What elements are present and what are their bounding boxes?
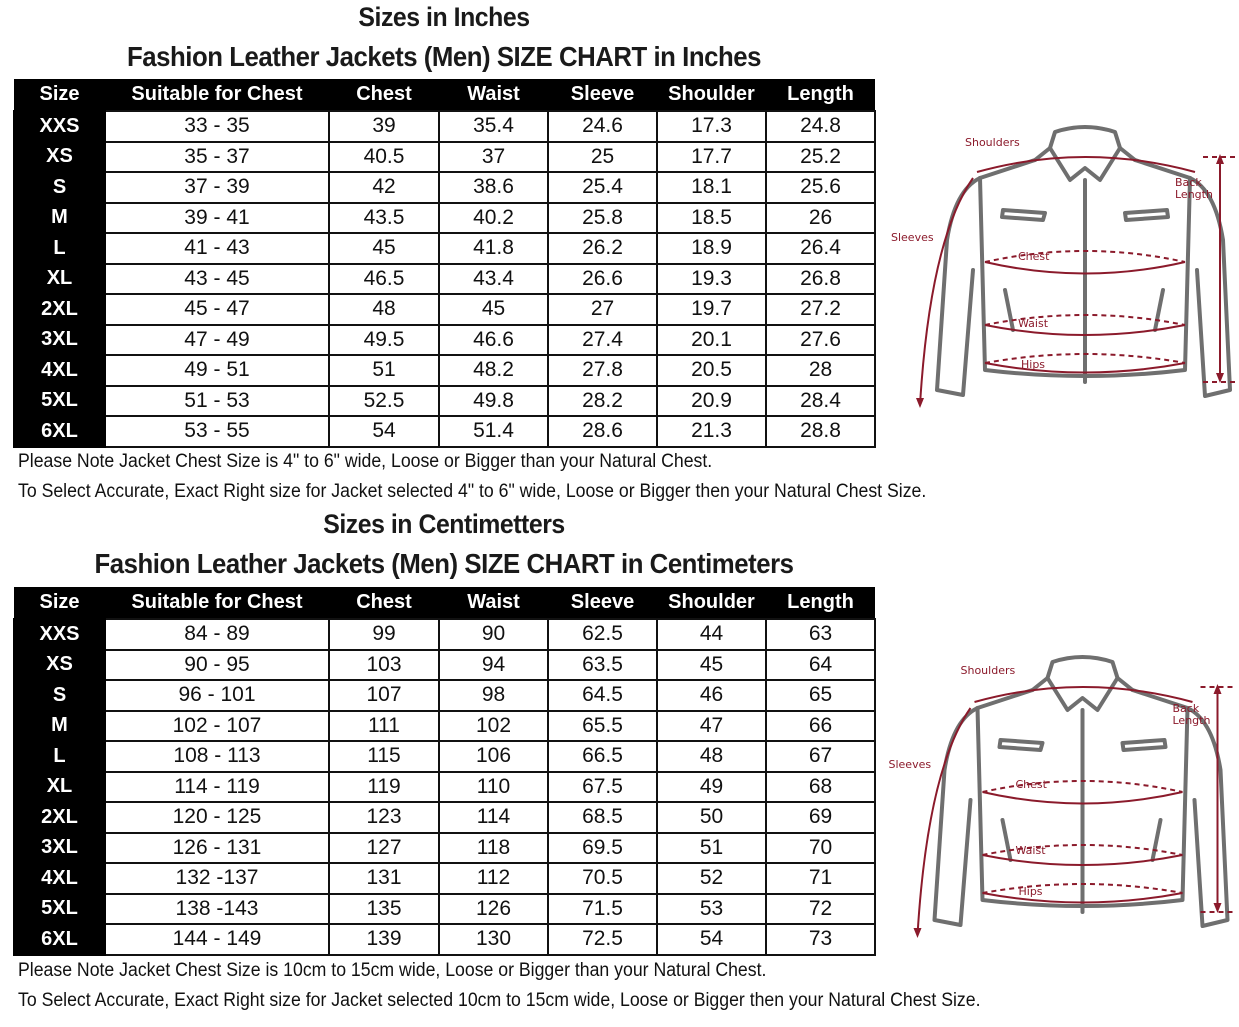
cell-shoulder: 47 <box>657 711 766 742</box>
cell-suitable-chest: 108 - 113 <box>105 741 329 772</box>
cell-size: M <box>14 203 105 234</box>
cell-waist: 130 <box>439 924 548 955</box>
label-length: Length <box>1175 188 1213 201</box>
label-chest: Chest <box>1015 778 1047 791</box>
cell-shoulder: 48 <box>657 741 766 772</box>
cell-waist: 38.6 <box>439 172 548 203</box>
cell-sleeve: 24.6 <box>548 111 657 142</box>
cell-waist: 41.8 <box>439 233 548 264</box>
table-row <box>14 111 875 142</box>
label-hips: Hips <box>1018 885 1043 898</box>
cell-waist: 94 <box>439 650 548 681</box>
cell-sleeve: 62.5 <box>548 619 657 650</box>
cell-size: L <box>14 741 105 772</box>
cell-sleeve: 27.8 <box>548 355 657 386</box>
cell-size: M <box>14 711 105 742</box>
cell-shoulder: 18.5 <box>657 203 766 234</box>
cell-sleeve: 68.5 <box>548 802 657 833</box>
cell-length: 65 <box>766 680 875 711</box>
cell-shoulder: 49 <box>657 772 766 803</box>
cell-suitable-chest: 138 -143 <box>105 894 329 925</box>
cell-suitable-chest: 84 - 89 <box>105 619 329 650</box>
cell-waist: 49.8 <box>439 386 548 417</box>
cell-suitable-chest: 49 - 51 <box>105 355 329 386</box>
cell-suitable-chest: 33 - 35 <box>105 111 329 142</box>
cell-suitable-chest: 39 - 41 <box>105 203 329 234</box>
cell-size: XXS <box>14 111 105 142</box>
cell-chest: 42 <box>329 172 439 203</box>
cell-length: 26 <box>766 203 875 234</box>
cell-waist: 43.4 <box>439 264 548 295</box>
cell-suitable-chest: 102 - 107 <box>105 711 329 742</box>
cell-length: 67 <box>766 741 875 772</box>
cell-shoulder: 18.1 <box>657 172 766 203</box>
label-chest: Chest <box>1018 250 1050 263</box>
jacket-measurement-diagram-cm <box>880 650 1235 945</box>
cell-length: 28.8 <box>766 416 875 447</box>
cell-waist: 51.4 <box>439 416 548 447</box>
cell-chest: 139 <box>329 924 439 955</box>
cell-length: 70 <box>766 833 875 864</box>
cell-length: 27.2 <box>766 294 875 325</box>
cell-waist: 45 <box>439 294 548 325</box>
cell-sleeve: 25.4 <box>548 172 657 203</box>
cm-heading: Sizes in Centimetters <box>323 509 565 539</box>
cell-suitable-chest: 43 - 45 <box>105 264 329 295</box>
cell-sleeve: 70.5 <box>548 863 657 894</box>
cell-shoulder: 51 <box>657 833 766 864</box>
cell-waist: 35.4 <box>439 111 548 142</box>
column-header-chest: Chest <box>329 587 439 619</box>
cell-waist: 106 <box>439 741 548 772</box>
cell-chest: 45 <box>329 233 439 264</box>
cell-chest: 49.5 <box>329 325 439 356</box>
table-row <box>14 294 875 325</box>
cell-waist: 102 <box>439 711 548 742</box>
cell-size: L <box>14 233 105 264</box>
cell-length: 68 <box>766 772 875 803</box>
table-row <box>14 416 875 447</box>
cell-sleeve: 65.5 <box>548 711 657 742</box>
cell-length: 28 <box>766 355 875 386</box>
cell-chest: 123 <box>329 802 439 833</box>
cell-suitable-chest: 35 - 37 <box>105 142 329 173</box>
cell-shoulder: 18.9 <box>657 233 766 264</box>
cell-sleeve: 27.4 <box>548 325 657 356</box>
cell-shoulder: 20.1 <box>657 325 766 356</box>
cell-chest: 40.5 <box>329 142 439 173</box>
cell-shoulder: 44 <box>657 619 766 650</box>
cell-shoulder: 50 <box>657 802 766 833</box>
table-row <box>14 772 875 803</box>
table-header-row <box>14 587 875 619</box>
cell-waist: 98 <box>439 680 548 711</box>
cell-size: 3XL <box>14 325 105 356</box>
cell-shoulder: 54 <box>657 924 766 955</box>
cell-size: XS <box>14 142 105 173</box>
table-row <box>14 650 875 681</box>
table-row <box>14 355 875 386</box>
cell-suitable-chest: 114 - 119 <box>105 772 329 803</box>
cell-size: S <box>14 172 105 203</box>
cell-sleeve: 64.5 <box>548 680 657 711</box>
cell-shoulder: 19.3 <box>657 264 766 295</box>
cell-sleeve: 25 <box>548 142 657 173</box>
cell-waist: 37 <box>439 142 548 173</box>
cm-note-1: Please Note Jacket Chest Size is 10cm to 15cm wide, Loose or Bigger than your Natural Chest. <box>18 960 767 981</box>
table-row <box>14 619 875 650</box>
cell-size: 6XL <box>14 924 105 955</box>
cell-chest: 127 <box>329 833 439 864</box>
cell-length: 73 <box>766 924 875 955</box>
column-header-sleeve: Sleeve <box>548 587 657 619</box>
jacket-measurement-diagram-inches <box>885 120 1235 415</box>
cell-shoulder: 21.3 <box>657 416 766 447</box>
inches-note-2: To Select Accurate, Exact Right size for Jacket selected 4" to 6" wide, Loose or Bigger then your Natural Chest Size. <box>18 481 927 502</box>
cell-size: 4XL <box>14 355 105 386</box>
cell-size: XL <box>14 264 105 295</box>
label-waist: Waist <box>1015 844 1046 857</box>
table-row <box>14 924 875 955</box>
cell-shoulder: 20.9 <box>657 386 766 417</box>
table-row <box>14 833 875 864</box>
cell-suitable-chest: 47 - 49 <box>105 325 329 356</box>
label-shoulders: Shoulders <box>960 664 1016 677</box>
cell-chest: 111 <box>329 711 439 742</box>
cell-length: 27.6 <box>766 325 875 356</box>
cell-sleeve: 26.6 <box>548 264 657 295</box>
table-row <box>14 711 875 742</box>
table-row <box>14 680 875 711</box>
cell-suitable-chest: 120 - 125 <box>105 802 329 833</box>
table-row <box>14 172 875 203</box>
cell-waist: 112 <box>439 863 548 894</box>
cell-chest: 103 <box>329 650 439 681</box>
cell-length: 24.8 <box>766 111 875 142</box>
table-row <box>14 142 875 173</box>
cell-chest: 54 <box>329 416 439 447</box>
cell-sleeve: 67.5 <box>548 772 657 803</box>
label-hips: Hips <box>1021 358 1046 371</box>
column-header-shoulder: Shoulder <box>657 79 766 111</box>
cell-suitable-chest: 37 - 39 <box>105 172 329 203</box>
table-row <box>14 894 875 925</box>
cell-shoulder: 17.7 <box>657 142 766 173</box>
cell-shoulder: 52 <box>657 863 766 894</box>
cell-length: 26.8 <box>766 264 875 295</box>
cell-waist: 46.6 <box>439 325 548 356</box>
cell-waist: 110 <box>439 772 548 803</box>
cell-chest: 52.5 <box>329 386 439 417</box>
cell-sleeve: 69.5 <box>548 833 657 864</box>
label-waist: Waist <box>1018 317 1049 330</box>
cell-size: 2XL <box>14 802 105 833</box>
cell-length: 28.4 <box>766 386 875 417</box>
cell-chest: 119 <box>329 772 439 803</box>
cell-length: 25.2 <box>766 142 875 173</box>
label-sleeves: Sleeves <box>891 231 934 244</box>
cell-size: XXS <box>14 619 105 650</box>
label-back: Back <box>1175 176 1202 189</box>
column-header-waist: Waist <box>439 79 548 111</box>
cell-length: 64 <box>766 650 875 681</box>
table-row <box>14 264 875 295</box>
cell-waist: 90 <box>439 619 548 650</box>
cell-length: 71 <box>766 863 875 894</box>
column-header-length: Length <box>766 587 875 619</box>
cell-suitable-chest: 51 - 53 <box>105 386 329 417</box>
cell-length: 63 <box>766 619 875 650</box>
column-header-size: Size <box>14 79 105 111</box>
cell-suitable-chest: 132 -137 <box>105 863 329 894</box>
cell-shoulder: 19.7 <box>657 294 766 325</box>
jacket-sketch-icon <box>880 650 1235 945</box>
cell-chest: 135 <box>329 894 439 925</box>
cell-chest: 99 <box>329 619 439 650</box>
cell-shoulder: 17.3 <box>657 111 766 142</box>
label-length: Length <box>1172 714 1211 727</box>
table-row <box>14 203 875 234</box>
cell-chest: 46.5 <box>329 264 439 295</box>
table-row <box>14 741 875 772</box>
cell-suitable-chest: 45 - 47 <box>105 294 329 325</box>
cell-sleeve: 72.5 <box>548 924 657 955</box>
cell-length: 26.4 <box>766 233 875 264</box>
cell-size: XL <box>14 772 105 803</box>
cell-size: 5XL <box>14 894 105 925</box>
cell-sleeve: 63.5 <box>548 650 657 681</box>
cell-waist: 48.2 <box>439 355 548 386</box>
cell-length: 25.6 <box>766 172 875 203</box>
table-row <box>14 802 875 833</box>
table-header-row <box>14 79 875 111</box>
cell-sleeve: 26.2 <box>548 233 657 264</box>
cm-size-table <box>13 587 876 956</box>
cell-waist: 118 <box>439 833 548 864</box>
cell-size: XS <box>14 650 105 681</box>
inches-heading: Sizes in Inches <box>358 2 530 32</box>
cell-size: 5XL <box>14 386 105 417</box>
cell-shoulder: 53 <box>657 894 766 925</box>
inches-chart-title: Fashion Leather Jackets (Men) SIZE CHART in Inches <box>126 41 762 72</box>
cell-waist: 126 <box>439 894 548 925</box>
cell-sleeve: 28.2 <box>548 386 657 417</box>
column-header-chest: Chest <box>329 79 439 111</box>
column-header-length: Length <box>766 79 875 111</box>
label-shoulders: Shoulders <box>965 136 1020 149</box>
cell-size: 2XL <box>14 294 105 325</box>
cell-size: 4XL <box>14 863 105 894</box>
cell-suitable-chest: 53 - 55 <box>105 416 329 447</box>
cell-suitable-chest: 96 - 101 <box>105 680 329 711</box>
cell-shoulder: 45 <box>657 650 766 681</box>
table-row <box>14 325 875 356</box>
cell-suitable-chest: 144 - 149 <box>105 924 329 955</box>
cell-suitable-chest: 126 - 131 <box>105 833 329 864</box>
cell-size: S <box>14 680 105 711</box>
cell-sleeve: 25.8 <box>548 203 657 234</box>
jacket-sketch-icon <box>885 120 1235 415</box>
cell-waist: 114 <box>439 802 548 833</box>
table-row <box>14 386 875 417</box>
cell-sleeve: 28.6 <box>548 416 657 447</box>
cell-suitable-chest: 90 - 95 <box>105 650 329 681</box>
cell-shoulder: 20.5 <box>657 355 766 386</box>
cell-chest: 107 <box>329 680 439 711</box>
label-sleeves: Sleeves <box>888 758 932 771</box>
inches-size-table <box>13 79 876 448</box>
cell-sleeve: 66.5 <box>548 741 657 772</box>
label-back: Back <box>1172 702 1200 715</box>
cell-chest: 51 <box>329 355 439 386</box>
cm-note-2: To Select Accurate, Exact Right size for Jacket selected 10cm to 15cm wide, Loose or Bigger then your Natural Chest Size. <box>18 990 981 1011</box>
cell-length: 69 <box>766 802 875 833</box>
cell-chest: 39 <box>329 111 439 142</box>
cell-size: 6XL <box>14 416 105 447</box>
cell-sleeve: 71.5 <box>548 894 657 925</box>
column-header-sleeve: Sleeve <box>548 79 657 111</box>
inches-note-1: Please Note Jacket Chest Size is 4" to 6" wide, Loose or Bigger than your Natural Chest. <box>18 451 713 472</box>
table-row <box>14 233 875 264</box>
cell-chest: 115 <box>329 741 439 772</box>
column-header-shoulder: Shoulder <box>657 587 766 619</box>
cell-size: 3XL <box>14 833 105 864</box>
column-header-waist: Waist <box>439 587 548 619</box>
cell-shoulder: 46 <box>657 680 766 711</box>
cell-sleeve: 27 <box>548 294 657 325</box>
column-header-suitable-chest: Suitable for Chest <box>105 79 329 111</box>
column-header-suitable-chest: Suitable for Chest <box>105 587 329 619</box>
cell-length: 72 <box>766 894 875 925</box>
cell-waist: 40.2 <box>439 203 548 234</box>
cm-chart-title: Fashion Leather Jackets (Men) SIZE CHART in Centimeters <box>94 548 794 579</box>
cell-suitable-chest: 41 - 43 <box>105 233 329 264</box>
cell-chest: 131 <box>329 863 439 894</box>
column-header-size: Size <box>14 587 105 619</box>
cell-chest: 43.5 <box>329 203 439 234</box>
cell-length: 66 <box>766 711 875 742</box>
cell-chest: 48 <box>329 294 439 325</box>
table-row <box>14 863 875 894</box>
